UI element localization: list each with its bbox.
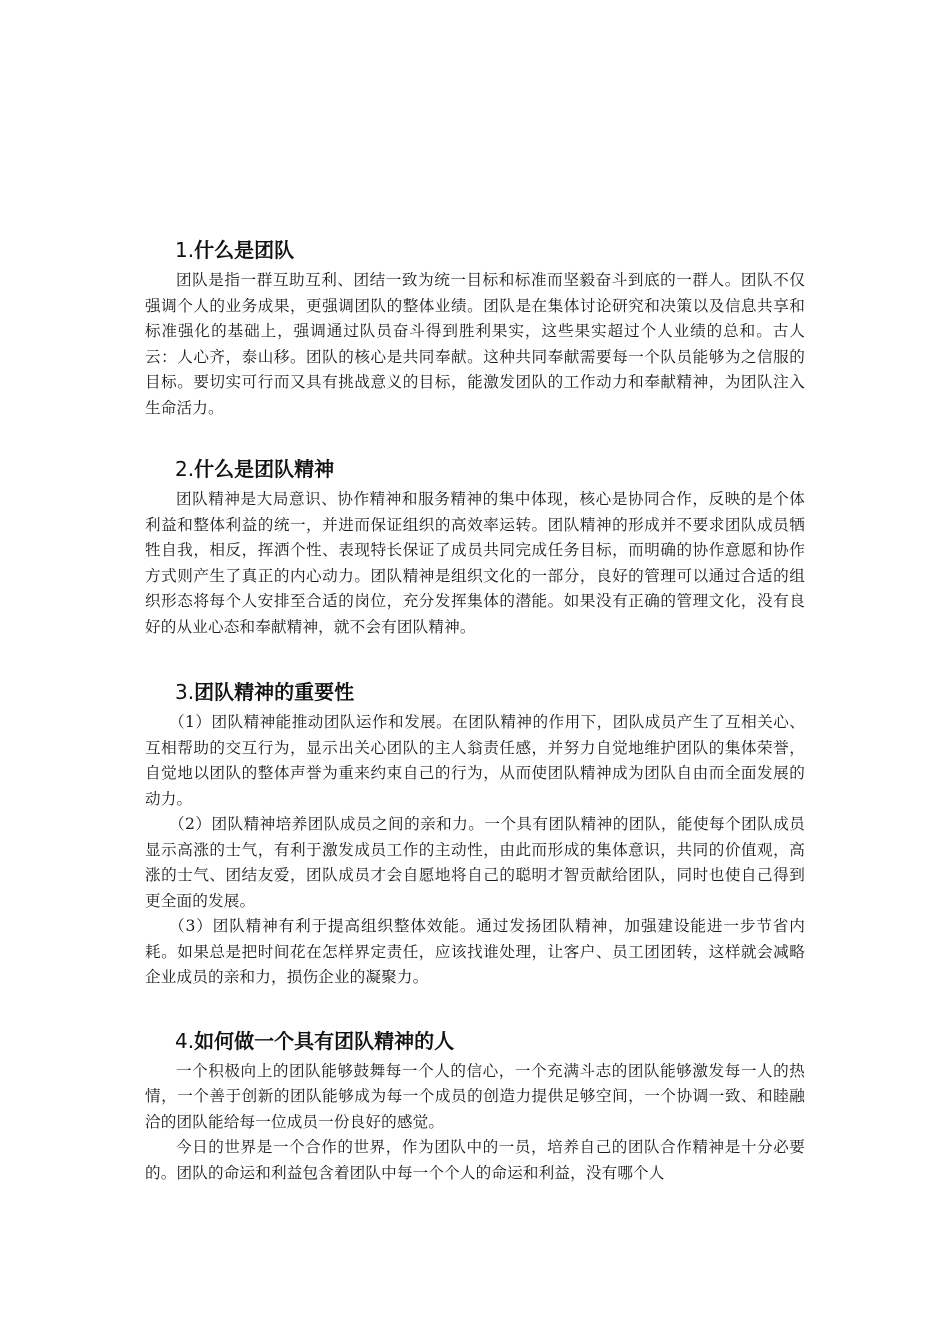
body-paragraph: （1）团队精神能推动团队运作和发展。在团队精神的作用下，团队成员产生了互相关心、互相帮助的交互行为，显示出关心团队的主人翁责任感，并努力自觉地维护团队的集体荣誉，自觉地以团队的整体声誉为重来约束自己的行为，从而使团队精神成为团队自由而全面发展的动力。 — [145, 713, 805, 808]
section-title: 什么是团队精神 — [194, 457, 335, 481]
section-how-to-be-team-player — [145, 1023, 805, 1187]
section-importance-of-team-spirit — [145, 674, 805, 991]
body-paragraph: 团队精神是大局意识、协作精神和服务精神的集中体现，核心是协同合作，反映的是个体利益和整体利益的统一，并进而保证组织的高效率运转。团队精神的形成并不要求团队成员牺牲自我，相反，挥洒个性、表现特长保证了成员共同完成任务目标，而明确的协作意愿和协作方式则产生了真正的内心动力。团队精神是组织文化的一部分，良好的管理可以通过合适的组织形态将每个人安排至合适的岗位，充分发挥集体的潜能。如果没有正确的管理文化，没有良好的从业心态和奉献精神，就不会有团队精神。 — [145, 490, 805, 636]
body-paragraph: 今日的世界是一个合作的世界，作为团队中的一员，培养自己的团队合作精神是十分必要的。团队的命运和利益包含着团队中每一个个人的命运和利益，没有哪个人 — [145, 1138, 805, 1182]
section-heading — [175, 1023, 805, 1059]
section-title: 如何做一个具有团队精神的人 — [194, 1028, 455, 1053]
body-paragraph: （3）团队精神有利于提高组织整体效能。通过发扬团队精神，加强建设能进一步节省内耗。如果总是把时间花在怎样界定责任，应该找谁处理，让客户、员工团团转，这样就会减略企业成员的亲和力，损伤企业的凝聚力。 — [145, 917, 805, 986]
section-what-is-team-spirit — [145, 451, 805, 640]
body-paragraph: （2）团队精神培养团队成员之间的亲和力。一个具有团队精神的团队，能使每个团队成员显示高涨的士气，有利于激发成员工作的主动性，由此而形成的集体意识，共同的价值观，高涨的士气、团结友爱，团队成员才会自愿地将自己的聪明才智贡献给团队，同时也使自己得到更全面的发展。 — [145, 815, 805, 910]
section-number: 4. — [175, 1028, 195, 1053]
section-number: 1. — [175, 238, 195, 262]
section-title: 什么是团队 — [194, 238, 295, 262]
section-heading — [175, 451, 805, 487]
section-number: 2. — [175, 457, 195, 481]
section-title: 团队精神的重要性 — [194, 680, 355, 704]
body-paragraph: 团队是指一群互助互利、团结一致为统一目标和标准而坚毅奋斗到底的一群人。团队不仅强调个人的业务成果，更强调团队的整体业绩。团队是在集体讨论研究和决策以及信息共享和标准强化的基础上，强调通过队员奋斗得到胜利果实，这些果实超过个人业绩的总和。古人云：人心齐，泰山移。团队的核心是共同奉献。这种共同奉献需要每一个队员能够为之信服的目标。要切实可行而又具有挑战意义的目标，能激发团队的工作动力和奉献精神，为团队注入生命活力。 — [145, 271, 805, 417]
section-heading — [175, 232, 805, 268]
document-page — [145, 232, 805, 1186]
section-number: 3. — [175, 680, 195, 704]
section-heading — [175, 674, 805, 710]
body-paragraph: 一个积极向上的团队能够鼓舞每一个人的信心，一个充满斗志的团队能够激发每一人的热情，一个善于创新的团队能够成为每一个成员的创造力提供足够空间，一个协调一致、和睦融洽的团队能给每一位成员一份良好的感觉。 — [145, 1061, 805, 1131]
section-what-is-team — [145, 232, 805, 421]
